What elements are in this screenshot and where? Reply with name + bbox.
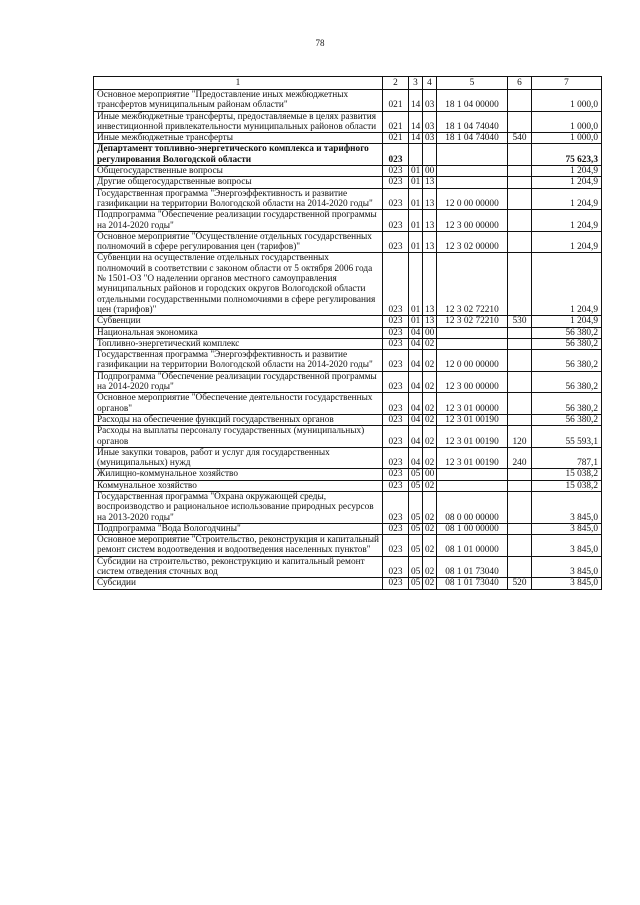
row-vr [508,523,532,534]
row-vr [508,393,532,415]
row-razdel: 04 [409,414,423,425]
page-number: 78 [315,38,325,48]
row-vedomstvo: 023 [383,491,409,523]
row-summa: 56 380,2 [532,338,602,349]
row-vedomstvo: 023 [383,535,409,557]
table-row [94,469,602,480]
row-summa: 3 845,0 [532,535,602,557]
row-razdel: 04 [409,338,423,349]
row-razdel: 05 [409,578,423,589]
row-summa: 1 000,0 [532,111,602,133]
row-razdel: 14 [409,90,423,112]
row-csr: 12 3 01 00190 [437,414,508,425]
header-cell-6: 6 [508,77,532,90]
table-row [94,253,602,316]
row-summa: 1 204,9 [532,231,602,253]
table-row [94,327,602,338]
row-name: Субсидии [94,578,383,589]
row-podrazdel: 03 [423,90,437,112]
table-row [94,231,602,253]
row-summa: 787,1 [532,447,602,469]
row-vr [508,414,532,425]
row-vr: 240 [508,447,532,469]
row-vedomstvo: 023 [383,469,409,480]
row-podrazdel: 13 [423,253,437,316]
row-razdel: 01 [409,253,423,316]
row-podrazdel: 03 [423,111,437,133]
row-name: Иные межбюджетные трансферты, предоставляемые в целях развития инвестиционной привлекательности муниципальных районов области [94,111,383,133]
table-row [94,210,602,232]
row-csr: 12 3 02 00000 [437,231,508,253]
row-podrazdel: 13 [423,177,437,188]
row-podrazdel: 02 [423,523,437,534]
row-summa: 56 380,2 [532,414,602,425]
row-name: Подпрограмма "Обеспечение реализации государственной программы на 2014-2020 годы" [94,371,383,393]
row-vedomstvo: 023 [383,177,409,188]
row-name: Другие общегосударственные вопросы [94,177,383,188]
row-razdel: 04 [409,327,423,338]
row-name: Топливно-энергетический комплекс [94,338,383,349]
row-razdel: 05 [409,523,423,534]
row-podrazdel: 02 [423,447,437,469]
row-name: Жилищно-коммунальное хозяйство [94,469,383,480]
row-vr [508,210,532,232]
row-podrazdel [423,144,437,166]
row-vr: 520 [508,578,532,589]
header-cell-1: 1 [94,77,383,90]
row-summa: 1 204,9 [532,166,602,177]
row-vedomstvo: 023 [383,210,409,232]
row-vr [508,90,532,112]
row-summa: 56 380,2 [532,350,602,372]
row-vedomstvo: 023 [383,447,409,469]
row-vr [508,491,532,523]
table-row [94,350,602,372]
row-podrazdel: 02 [423,426,437,448]
row-vr [508,111,532,133]
table-row [94,523,602,534]
table-row [94,535,602,557]
row-csr: 08 1 00 00000 [437,523,508,534]
row-csr: 12 3 00 00000 [437,371,508,393]
row-vedomstvo: 023 [383,480,409,491]
row-vedomstvo: 021 [383,90,409,112]
table-row [94,111,602,133]
row-vedomstvo: 023 [383,393,409,415]
row-vr [508,177,532,188]
header-row [94,77,602,90]
row-vedomstvo: 023 [383,253,409,316]
row-csr [437,327,508,338]
row-razdel: 05 [409,535,423,557]
row-name: Государственная программа "Энергоэффективность и развитие газификации на территории Вологодской области на 2014-2020 годы" [94,188,383,210]
row-vr: 530 [508,316,532,327]
row-name: Департамент топливно-энергетического комплекса и тарифного регулирования Вологодской области [94,144,383,166]
row-summa: 1 204,9 [532,253,602,316]
row-name: Подпрограмма "Вода Вологодчины" [94,523,383,534]
table-row [94,447,602,469]
row-name: Общегосударственные вопросы [94,166,383,177]
row-csr [437,177,508,188]
row-csr [437,480,508,491]
table-row [94,188,602,210]
row-vedomstvo: 021 [383,111,409,133]
row-razdel: 04 [409,371,423,393]
row-csr: 12 3 02 72210 [437,253,508,316]
row-podrazdel: 00 [423,327,437,338]
row-vr [508,535,532,557]
row-summa: 1 204,9 [532,188,602,210]
row-csr: 18 1 04 74040 [437,133,508,144]
row-name: Основное мероприятие "Предоставление иных межбюджетных трансфертов муниципальным районам области" [94,90,383,112]
row-name: Основное мероприятие "Обеспечение деятельности государственных органов" [94,393,383,415]
row-summa: 3 845,0 [532,578,602,589]
row-razdel: 01 [409,188,423,210]
row-summa: 1 204,9 [532,316,602,327]
row-podrazdel: 02 [423,578,437,589]
row-razdel: 14 [409,133,423,144]
budget-table [93,76,602,590]
row-razdel: 01 [409,177,423,188]
row-podrazdel: 13 [423,231,437,253]
row-csr [437,469,508,480]
row-name: Национальная экономика [94,327,383,338]
table-row [94,426,602,448]
row-razdel: 01 [409,210,423,232]
row-razdel: 05 [409,556,423,578]
row-vr [508,188,532,210]
row-vr [508,469,532,480]
row-vedomstvo: 023 [383,426,409,448]
row-name: Иные межбюджетные трансферты [94,133,383,144]
row-csr: 08 1 01 73040 [437,556,508,578]
row-csr [437,166,508,177]
table-body [94,77,602,590]
row-name: Субвенции [94,316,383,327]
table-row [94,133,602,144]
row-vedomstvo: 023 [383,166,409,177]
row-csr: 18 1 04 00000 [437,90,508,112]
table-row [94,556,602,578]
row-podrazdel: 02 [423,535,437,557]
row-name: Расходы на выплаты персоналу государственных (муниципальных) органов [94,426,383,448]
table-row [94,166,602,177]
row-vedomstvo: 023 [383,556,409,578]
row-summa: 56 380,2 [532,371,602,393]
row-vedomstvo: 023 [383,414,409,425]
row-podrazdel: 02 [423,414,437,425]
table-row [94,177,602,188]
row-vr [508,144,532,166]
row-name: Расходы на обеспечение функций государственных органов [94,414,383,425]
table-row [94,144,602,166]
row-vedomstvo: 023 [383,338,409,349]
row-summa: 3 845,0 [532,523,602,534]
header-cell-4: 4 [423,77,437,90]
row-summa: 1 000,0 [532,133,602,144]
row-csr: 12 0 00 00000 [437,350,508,372]
header-cell-5: 5 [437,77,508,90]
row-razdel: 01 [409,166,423,177]
row-vr [508,166,532,177]
row-vr [508,327,532,338]
header-cell-2: 2 [383,77,409,90]
row-csr: 18 1 04 74040 [437,111,508,133]
row-vr [508,556,532,578]
row-csr: 12 0 00 00000 [437,188,508,210]
row-name: Субвенции на осуществление отдельных государственных полномочий в соответствии с законом области от 5 октября 2006 года № 1501-ОЗ "О наделении органов местного самоуправления муниципальных районов и городских округов Вологодской области отдельными государственными полномочиями в сфере регулирования цен (тарифов)" [94,253,383,316]
row-summa: 75 623,3 [532,144,602,166]
row-vr [508,231,532,253]
row-razdel: 05 [409,480,423,491]
row-podrazdel: 02 [423,480,437,491]
row-vedomstvo: 023 [383,144,409,166]
header-cell-3: 3 [409,77,423,90]
row-name: Коммунальное хозяйство [94,480,383,491]
row-razdel: 04 [409,350,423,372]
row-razdel: 14 [409,111,423,133]
row-csr: 08 1 01 00000 [437,535,508,557]
row-summa: 1 000,0 [532,90,602,112]
row-csr: 08 1 01 73040 [437,578,508,589]
table-row [94,316,602,327]
row-name: Субсидии на строительство, реконструкцию и капитальный ремонт систем отведения сточных вод [94,556,383,578]
row-podrazdel: 13 [423,210,437,232]
header-cell-7: 7 [532,77,602,90]
row-name: Основное мероприятие "Осуществление отдельных государственных полномочий в сфере регулирования цен (тарифов)" [94,231,383,253]
row-podrazdel: 02 [423,338,437,349]
row-podrazdel: 02 [423,371,437,393]
table-row [94,578,602,589]
row-summa: 15 038,2 [532,480,602,491]
table-row [94,480,602,491]
row-summa: 3 845,0 [532,491,602,523]
row-vedomstvo: 023 [383,523,409,534]
row-vr: 540 [508,133,532,144]
row-razdel: 04 [409,393,423,415]
row-csr: 12 3 01 00190 [437,426,508,448]
row-summa: 3 845,0 [532,556,602,578]
row-name: Основное мероприятие "Строительство, реконструкция и капитальный ремонт систем водоотведения и водоотведения населенных пунктов" [94,535,383,557]
row-csr: 08 0 00 00000 [437,491,508,523]
row-podrazdel: 02 [423,556,437,578]
row-vedomstvo: 023 [383,350,409,372]
row-podrazdel: 00 [423,469,437,480]
row-csr: 12 3 01 00190 [437,447,508,469]
row-podrazdel: 13 [423,316,437,327]
row-name: Государственная программа "Охрана окружающей среды, воспроизводство и рациональное использование природных ресурсов на 2013-2020 годы" [94,491,383,523]
row-razdel [409,144,423,166]
row-summa: 55 593,1 [532,426,602,448]
table-row [94,393,602,415]
row-name: Иные закупки товаров, работ и услуг для государственных (муниципальных) нужд [94,447,383,469]
row-name: Государственная программа "Энергоэффективность и развитие газификации на территории Вологодской области на 2014-2020 годы" [94,350,383,372]
row-csr [437,338,508,349]
row-vedomstvo: 023 [383,316,409,327]
row-summa: 56 380,2 [532,393,602,415]
row-vr: 120 [508,426,532,448]
row-vedomstvo: 023 [383,231,409,253]
row-podrazdel: 13 [423,188,437,210]
row-razdel: 05 [409,491,423,523]
table-row [94,338,602,349]
row-vedomstvo: 023 [383,371,409,393]
row-podrazdel: 02 [423,350,437,372]
row-summa: 15 038,2 [532,469,602,480]
row-summa: 56 380,2 [532,327,602,338]
row-razdel: 04 [409,426,423,448]
row-vr [508,480,532,491]
row-csr: 12 3 02 72210 [437,316,508,327]
row-vr [508,253,532,316]
row-vedomstvo: 023 [383,578,409,589]
row-csr [437,144,508,166]
table-row [94,414,602,425]
row-summa: 1 204,9 [532,210,602,232]
row-vr [508,338,532,349]
row-vedomstvo: 023 [383,327,409,338]
row-podrazdel: 03 [423,133,437,144]
row-vedomstvo: 023 [383,188,409,210]
row-podrazdel: 02 [423,393,437,415]
row-vr [508,371,532,393]
row-vr [508,350,532,372]
row-csr: 12 3 00 00000 [437,210,508,232]
table-row [94,371,602,393]
row-razdel: 01 [409,316,423,327]
row-podrazdel: 00 [423,166,437,177]
row-razdel: 05 [409,469,423,480]
table-row [94,491,602,523]
row-csr: 12 3 01 00000 [437,393,508,415]
row-podrazdel: 02 [423,491,437,523]
row-razdel: 01 [409,231,423,253]
table-row [94,90,602,112]
row-razdel: 04 [409,447,423,469]
row-name: Подпрограмма "Обеспечение реализации государственной программы на 2014-2020 годы" [94,210,383,232]
row-summa: 1 204,9 [532,177,602,188]
row-vedomstvo: 021 [383,133,409,144]
